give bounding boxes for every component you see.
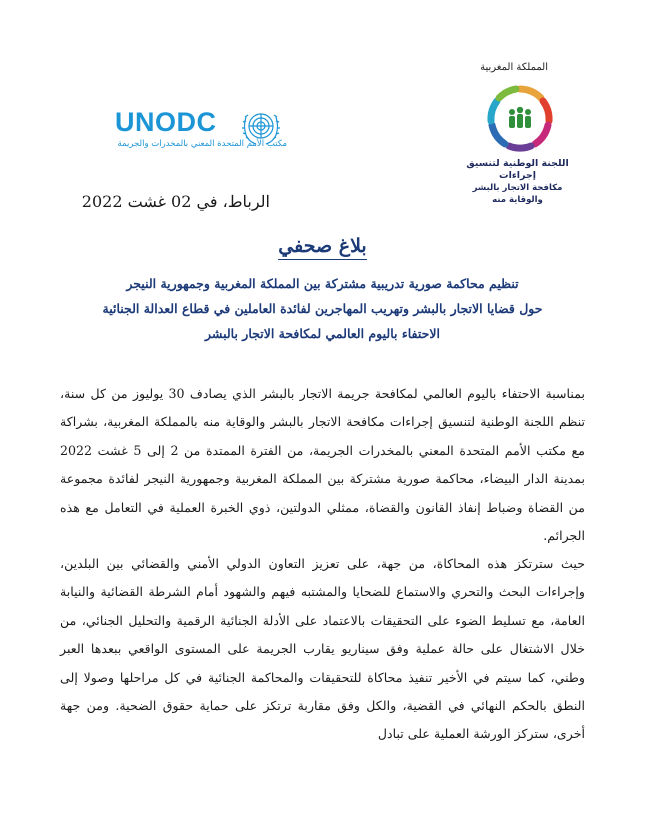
commission-name-line1: اللجنة الوطنية لتنسيق إجراءات (466, 158, 569, 181)
paragraph-1 (60, 380, 585, 550)
unodc-wordmark: UNODC (115, 107, 217, 137)
unodc-subtitle: مكتب الأمم المتحدة المعني بالمخدرات والجريمة (117, 139, 287, 149)
commission-name (455, 158, 580, 206)
paragraph-1-text: بمناسبة الاحتفاء باليوم العالمي لمكافحة جريمة الاتجار بالبشر الذي يصادف 30 يوليوز من كل سنة، تنظم اللجنة الوطنية لتنسيق إجراءات مكافحة الاتجار بالبشر والوقاية منه بالمملكة المغربية، بشراكة مع مكتب الأمم المتحدة المعني بالمخدرات الجريمة، من الفترة الممتدة من 2 إلى 5 غشت 2022 بمدينة الدار البيضاء، محاكمة صورية مشتركة بين المملكة المغربية وجمهورية النيجر لفائدة مجموعة من القضاة وضباط إنفاذ القانون والقضاة، ممثلي الدولتين، ذوي الخبرة العملية في التعامل مع هذه الجرائم. (60, 386, 585, 544)
commission-name-line2: مكافحة الاتجار بالبشر والوقاية منه (472, 183, 563, 205)
paragraph-2-text: حيث سترتكز هذه المحاكاة، من جهة، على تعزيز التعاون الدولي الأمني والقضائي بين البلدين، وإجراءات البحث والتحري والاستماع للضحايا والمشتبه فيهم والشهود أمام الشرطة القضائية والنيابة العامة، مع تسليط الضوء على التحقيقات بالاعتماد على الأدلة الجنائية الرقمية والتحليل الجنائي، من خلال الاشتغال على حالة عملية وفق سيناريو يقارب الجريمة على المستوى الواقعي ببعدها العبر وطني، كما سيتم في الأخير تنفيذ محاكاة للتحقيقات والمحاكمة الجنائية في كل مراحلها وصولا إلى النطق بالحكم النهائي في القضية، والكل وفق مقاربة ترتكز على حماية حقوق الضحية. ومن جهة أخرى، ستركز الورشة العملية على تبادل (60, 556, 585, 742)
people-ring-icon (485, 84, 555, 154)
subtitle-1: تنظيم محاكمة صورية تدريبية مشتركة بين المملكة المغربية وجمهورية النيجر (126, 276, 519, 291)
kingdom-label: المملكة المغربية (480, 62, 548, 73)
page-title (0, 235, 645, 257)
title-text: بلاغ صحفي (278, 235, 366, 260)
subtitle-3: الاحتفاء باليوم العالمي لمكافحة الاتجار بالبشر (205, 326, 440, 341)
commission-logo (455, 62, 590, 205)
unodc-logo (115, 105, 295, 155)
date-line: الرباط، في 02 غشت 2022 (81, 192, 270, 211)
subtitle-2: حول قضايا الاتجار بالبشر وتهريب المهاجرين لفائدة العاملين في قطاع العدالة الجنائية (102, 301, 543, 316)
paragraph-2 (60, 550, 585, 749)
